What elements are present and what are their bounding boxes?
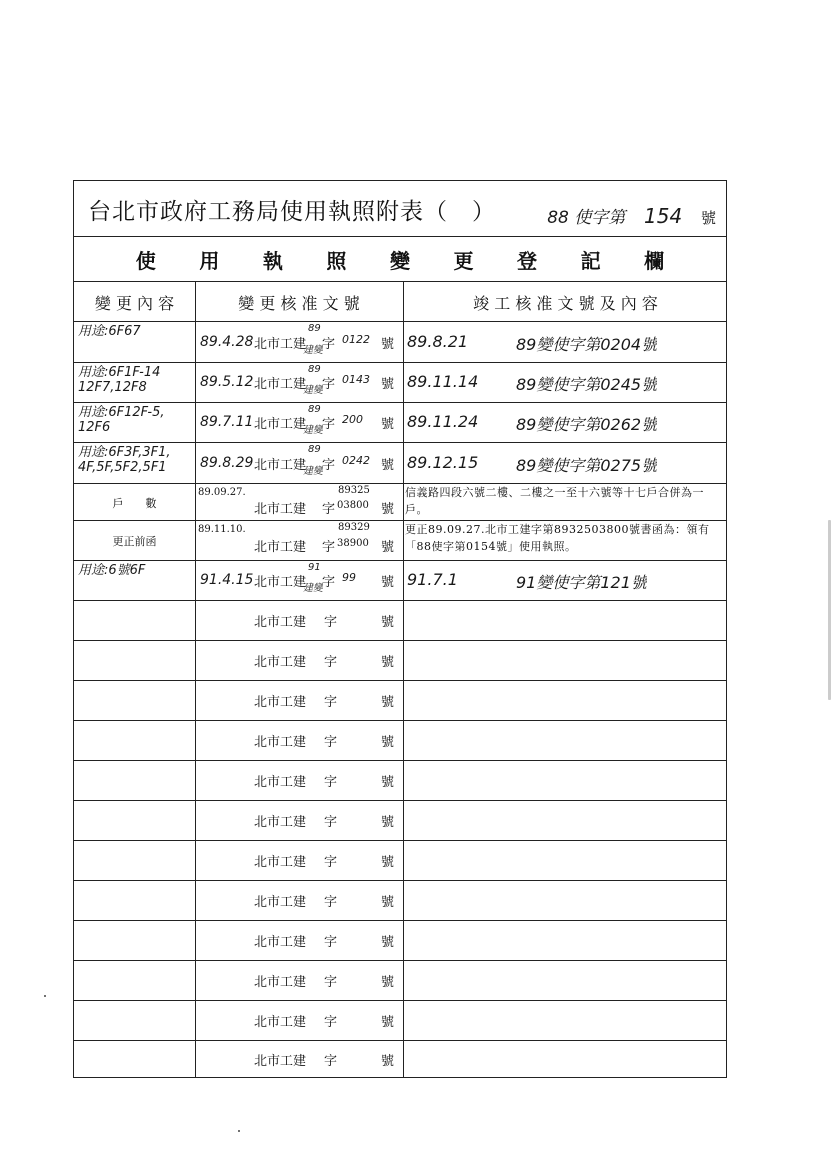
approval-sub: 建變 (303, 385, 323, 396)
approval-number: 0242 (342, 454, 370, 467)
row-divider (74, 362, 726, 363)
permit-prefix: 88 使字第 (547, 208, 626, 228)
approval-suffix: 號 (381, 615, 395, 630)
approval-suffix: 號 (381, 377, 395, 392)
approval-prefix: 北市工建 (254, 735, 307, 750)
approval-year: 91 (308, 562, 321, 573)
approval-suffix: 號 (381, 458, 395, 473)
row-divider (74, 800, 726, 801)
change-content (78, 883, 193, 917)
section-title-char: 更 (453, 248, 474, 273)
approval-char: 字 (324, 655, 338, 670)
approval-sub: 建變 (303, 466, 323, 477)
section-title-char: 變 (389, 248, 410, 273)
approval-char: 字 (322, 540, 336, 555)
divider (74, 321, 726, 322)
approval-date: 89.09.27. (198, 487, 246, 498)
approval-prefix: 北市工建 (254, 1015, 307, 1030)
approval-char: 字 (324, 695, 338, 710)
completion-number: 89變使字第0262號 (516, 415, 658, 434)
change-content (78, 763, 193, 797)
completion-note: 信義路四段六號二樓、二樓之一至十六號等十七戶合併為一戶。 (405, 486, 704, 516)
approval-suffix: 號 (381, 575, 395, 590)
change-content: 用途:6F3F,3F1, 4F,5F,5F2,5F1 (78, 445, 171, 475)
approval-number: 03800 (337, 500, 369, 511)
completion-number: 89變使字第0275號 (516, 456, 658, 475)
approval-prefix: 北市工建 (254, 458, 307, 473)
permit-suffix: 號 (700, 209, 716, 227)
change-content (78, 843, 193, 877)
scan-edge-mark (828, 520, 831, 700)
completion-number: 89變使字第0245號 (516, 375, 658, 394)
divider (74, 236, 726, 237)
form-title: 台北市政府工務局使用執照附表（ ） (88, 199, 496, 225)
approval-prefix: 北市工建 (254, 895, 307, 910)
change-content (78, 723, 193, 757)
approval-prefix: 北市工建 (254, 655, 307, 670)
permit-number-label (547, 203, 716, 228)
completion-date: 89.11.24 (407, 412, 479, 431)
section-title-char: 照 (326, 248, 347, 273)
approval-year: 89 (308, 404, 321, 415)
approval-sub: 建變 (303, 425, 323, 436)
row-divider (74, 840, 726, 841)
approval-year: 89329 (338, 522, 370, 533)
approval-char: 字 (322, 417, 336, 432)
approval-suffix: 號 (381, 775, 395, 790)
completion-date: 89.11.14 (407, 372, 479, 391)
change-content: 用途:6F67 (78, 324, 141, 339)
scan-speck (44, 995, 46, 997)
scan-speck (238, 1130, 240, 1132)
approval-date: 91.4.15 (200, 572, 254, 588)
change-content (78, 963, 193, 997)
section-title-char: 執 (262, 248, 283, 273)
change-content: 更正前函 (112, 535, 157, 548)
approval-char: 字 (322, 337, 336, 352)
approval-prefix: 北市工建 (254, 417, 307, 432)
approval-date: 89.7.11 (200, 414, 254, 430)
approval-char: 字 (324, 855, 338, 870)
row-divider (74, 1000, 726, 1001)
approval-char: 字 (322, 575, 336, 590)
approval-suffix: 號 (381, 975, 395, 990)
approval-prefix: 北市工建 (254, 1054, 307, 1069)
approval-char: 字 (322, 502, 336, 517)
approval-year: 89 (308, 364, 321, 375)
approval-date: 89.5.12 (200, 374, 254, 390)
row-divider (74, 1040, 726, 1041)
completion-number: 91變使字第121號 (516, 573, 647, 592)
approval-prefix: 北市工建 (254, 775, 307, 790)
approval-suffix: 號 (381, 855, 395, 870)
approval-char: 字 (322, 377, 336, 392)
row-divider (74, 402, 726, 403)
approval-char: 字 (324, 775, 338, 790)
change-content: 戶 數 (112, 497, 157, 510)
approval-year: 89 (308, 323, 321, 334)
approval-date: 89.8.29 (200, 455, 254, 471)
approval-sub: 建變 (303, 583, 323, 594)
change-content (78, 1003, 193, 1037)
completion-note: 更正89.09.27.北市工建字第8932503800號書函為：領有「88使字第0154號」使用執照。 (405, 523, 710, 553)
approval-number: 0122 (342, 333, 370, 346)
divider (74, 281, 726, 282)
approval-char: 字 (324, 815, 338, 830)
section-title-char: 使 (135, 248, 156, 273)
approval-suffix: 號 (381, 502, 395, 517)
approval-suffix: 號 (381, 735, 395, 750)
approval-prefix: 北市工建 (254, 540, 307, 555)
row-divider (74, 600, 726, 601)
approval-suffix: 號 (381, 1015, 395, 1030)
approval-suffix: 號 (381, 417, 395, 432)
change-content: 用途:6號6F (78, 563, 146, 578)
column-header-completion: 竣 工 核 准 文 號 及 內 容 (473, 293, 658, 313)
approval-sub: 建變 (303, 345, 323, 356)
approval-char: 字 (324, 615, 338, 630)
approval-char: 字 (324, 895, 338, 910)
change-content: 用途:6F12F-5, 12F6 (78, 405, 165, 435)
approval-prefix: 北市工建 (254, 695, 307, 710)
change-content (78, 603, 193, 637)
approval-prefix: 北市工建 (254, 815, 307, 830)
approval-suffix: 號 (381, 935, 395, 950)
row-divider (74, 442, 726, 443)
approval-suffix: 號 (381, 815, 395, 830)
approval-prefix: 北市工建 (254, 337, 307, 352)
change-content (78, 1043, 193, 1075)
approval-date: 89.4.28 (200, 334, 254, 350)
row-divider (74, 760, 726, 761)
row-divider (74, 560, 726, 561)
approval-prefix: 北市工建 (254, 975, 307, 990)
section-title-char: 用 (199, 248, 220, 273)
change-content (78, 803, 193, 837)
approval-char: 字 (322, 458, 336, 473)
approval-char: 字 (324, 735, 338, 750)
approval-suffix: 號 (381, 337, 395, 352)
column-header-approval-no: 變 更 核 准 文 號 (238, 293, 360, 313)
approval-number: 200 (342, 413, 363, 426)
approval-prefix: 北市工建 (254, 935, 307, 950)
change-content (78, 683, 193, 717)
approval-date: 89.11.10. (198, 524, 246, 535)
completion-date: 89.8.21 (407, 332, 469, 351)
approval-year: 89325 (338, 485, 370, 496)
approval-prefix: 北市工建 (254, 377, 307, 392)
completion-date: 89.12.15 (407, 453, 479, 472)
approval-prefix: 北市工建 (254, 502, 307, 517)
row-divider (74, 640, 726, 641)
approval-char: 字 (324, 1015, 338, 1030)
column-header-change-content: 變 更 內 容 (94, 293, 175, 313)
approval-suffix: 號 (381, 895, 395, 910)
row-divider (74, 720, 726, 721)
approval-year: 89 (308, 444, 321, 455)
row-divider (74, 960, 726, 961)
approval-char: 字 (324, 1054, 338, 1069)
approval-suffix: 號 (381, 695, 395, 710)
change-content: 用途:6F1F-14 12F7,12F8 (78, 365, 161, 395)
row-divider (74, 680, 726, 681)
approval-suffix: 號 (381, 655, 395, 670)
approval-prefix: 北市工建 (254, 855, 307, 870)
section-title-char: 記 (580, 248, 601, 273)
approval-suffix: 號 (381, 540, 395, 555)
approval-char: 字 (324, 975, 338, 990)
change-content (78, 923, 193, 957)
completion-number: 89變使字第0204號 (516, 335, 658, 354)
approval-suffix: 號 (381, 1054, 395, 1069)
section-title-char: 登 (517, 248, 538, 273)
approval-prefix: 北市工建 (254, 575, 307, 590)
row-divider (74, 920, 726, 921)
approval-number: 38900 (337, 538, 369, 549)
change-content (78, 643, 193, 677)
approval-prefix: 北市工建 (254, 615, 307, 630)
completion-date: 91.7.1 (407, 570, 458, 589)
approval-char: 字 (324, 935, 338, 950)
approval-number: 99 (342, 571, 356, 584)
approval-number: 0143 (342, 373, 370, 386)
permit-attachment-form (73, 180, 727, 1078)
section-title (74, 239, 726, 279)
row-divider (74, 880, 726, 881)
permit-number: 154 (644, 204, 683, 228)
section-title-char: 欄 (644, 248, 665, 273)
